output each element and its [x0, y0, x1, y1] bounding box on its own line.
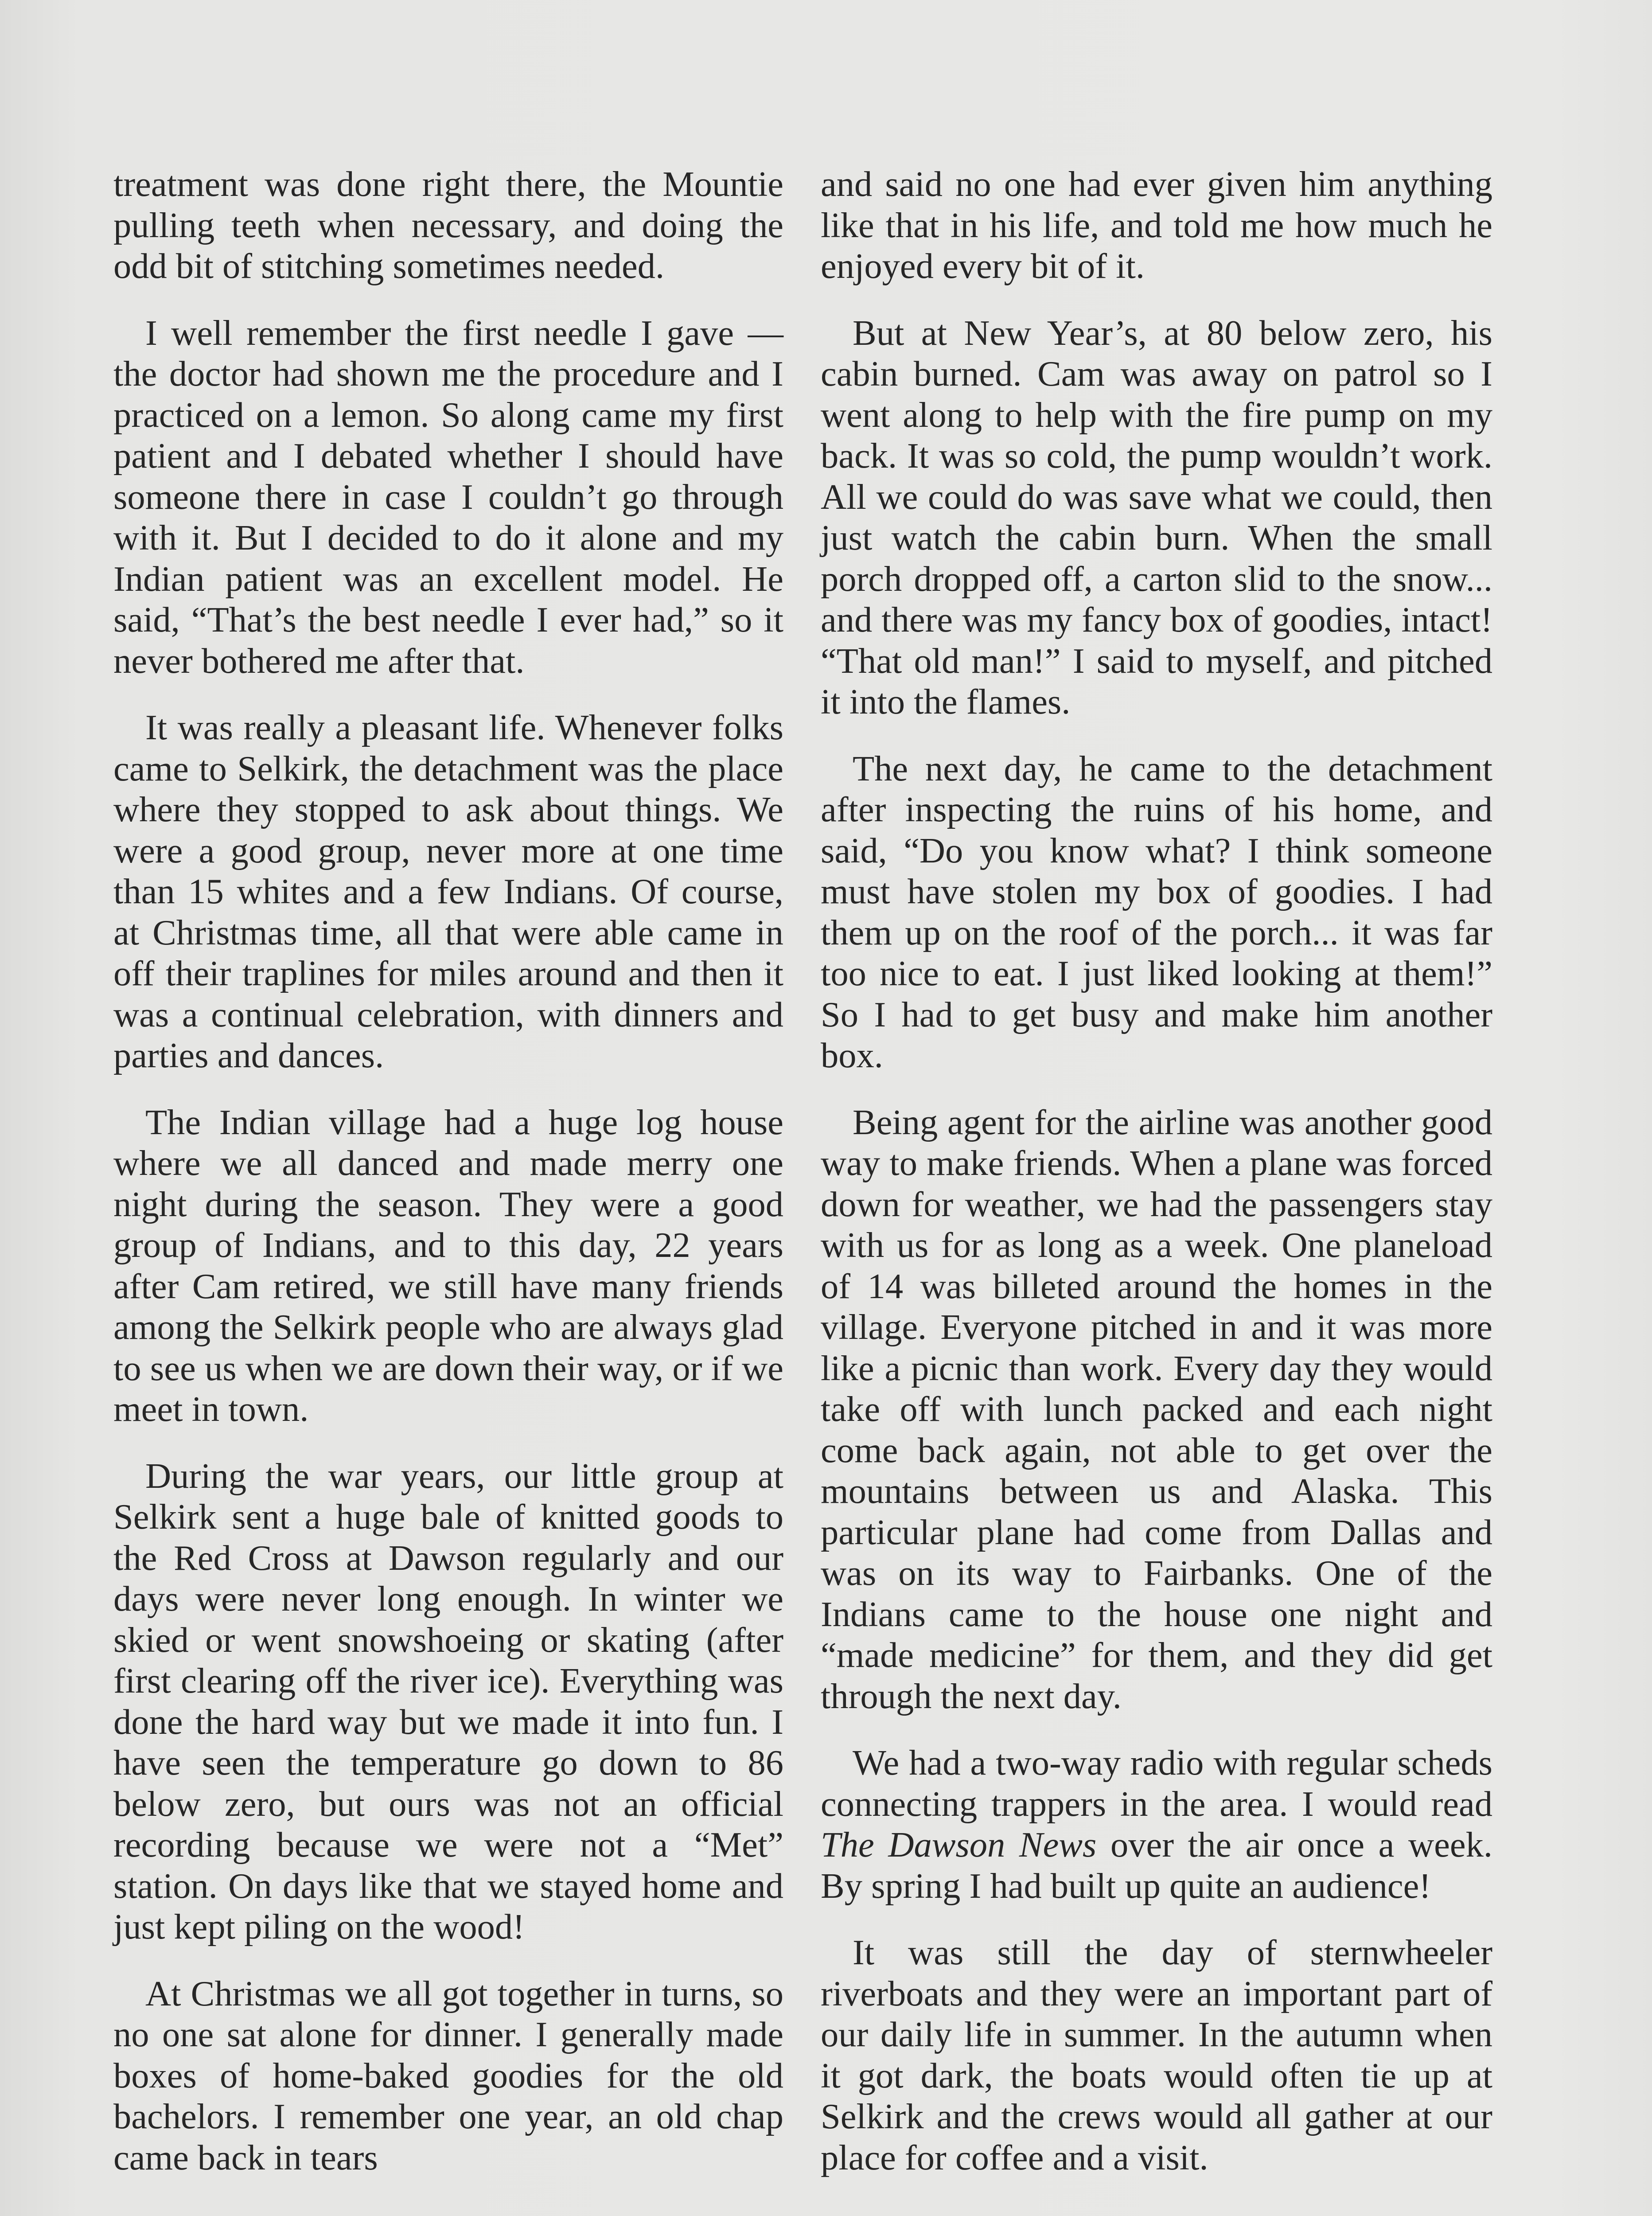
paragraph: I well remember the first needle I gave — the doctor had shown me the procedure and I practiced on a lemon. So along came my first patient and I debated whether I should have someone there in case I couldn’t go through with it. But I decided to do it alone and my Indian patient was an excellent model. He said, “That’s the best needle I ever had,” so it never bothered me after that. — [113, 313, 783, 681]
paragraph: It was really a pleasant life. Whenever folks came to Selkirk, the detachment was the place where they stopped to ask about things. We were a good group, never more at one time than 15 whites and a few Indians. Of course, at Christmas time, all that were able came in off their traplines for miles around and then it was a continual celebration, with dinners and parties and dances. — [113, 708, 783, 1075]
paragraph-text: over the air once a week. By spring I had built up quite an audience! — [821, 1825, 1492, 1906]
paragraph: The Indian village had a huge log house where we all danced and made merry one night during the season. They were a good group of Indians, and to this day, 22 years after Cam retired, we still have many friends among the Selkirk people who are always glad to see us when we are down their way, or if we meet in town. — [113, 1102, 783, 1429]
right-text-column — [821, 164, 1492, 2204]
paragraph: Being agent for the airline was another good way to make friends. When a plane was forced down for weather, we had the passengers stay with us for as long as a week. One planeload of 14 was billeted around the homes in the village. Everyone pitched in and it was more like a picnic than work. Every day they would take off with lunch packed and each night come back again, not able to get over the mountains between us and Alaska. This particular plane had come from Dallas and was on its way to Fairbanks. One of the Indians came to the house one night and “made medicine” for them, and they did get through the next day. — [821, 1102, 1492, 1716]
paragraph: It was still the day of sternwheeler riverboats and they were an important part of our daily life in summer. In the autumn when it got dark, the boats would often tie up at Selkirk and the crews would all gather at our place for coffee and a visit. — [821, 1933, 1492, 2177]
publication-title: The Dawson News — [821, 1825, 1097, 1865]
paragraph: The next day, he came to the detachment after inspecting the ruins of his home, and said, “Do you know what? I think someone must have stolen my box of goodies. I had them up on the roof of the porch... it was far too nice to eat. I just liked looking at them!” So I had to get busy and make him another box. — [821, 749, 1492, 1075]
left-text-column — [113, 164, 783, 2204]
paragraph: and said no one had ever given him anything like that in his life, and told me how much he enjoyed every bit of it. — [821, 164, 1492, 286]
paragraph: But at New Year’s, at 80 below zero, his cabin burned. Cam was away on patrol so I went along to help with the fire pump on my back. It was so cold, the pump wouldn’t work. All we could do was save what we could, then just watch the cabin burn. When the small porch dropped off, a carton slid to the snow... and there was my fancy box of goodies, intact! “That old man!” I said to myself, and pitched it into the flames. — [821, 313, 1492, 722]
paragraph — [821, 1743, 1492, 1907]
paragraph-text: We had a two-way radio with regular scheds connecting trappers in the area. I would read — [821, 1743, 1492, 1824]
paragraph: At Christmas we all got together in turns, so no one sat alone for dinner. I generally made boxes of home-baked goodies for the old bachelors. I remember one year, an old chap came back in tears — [113, 1974, 783, 2177]
paragraph: During the war years, our little group at Selkirk sent a huge bale of knitted goods to the Red Cross at Dawson regularly and our days were never long enough. In winter we skied or went snowshoeing or skating (after first clearing off the river ice). Everything was done the hard way but we made it into fun. I have seen the temperature go down to 86 below zero, but ours was not an official recording because we were not a “Met” station. On days like that we stayed home and just kept piling on the wood! — [113, 1456, 783, 1947]
paragraph: treatment was done right there, the Mountie pulling teeth when necessary, and doing the odd bit of stitching sometimes needed. — [113, 164, 783, 286]
